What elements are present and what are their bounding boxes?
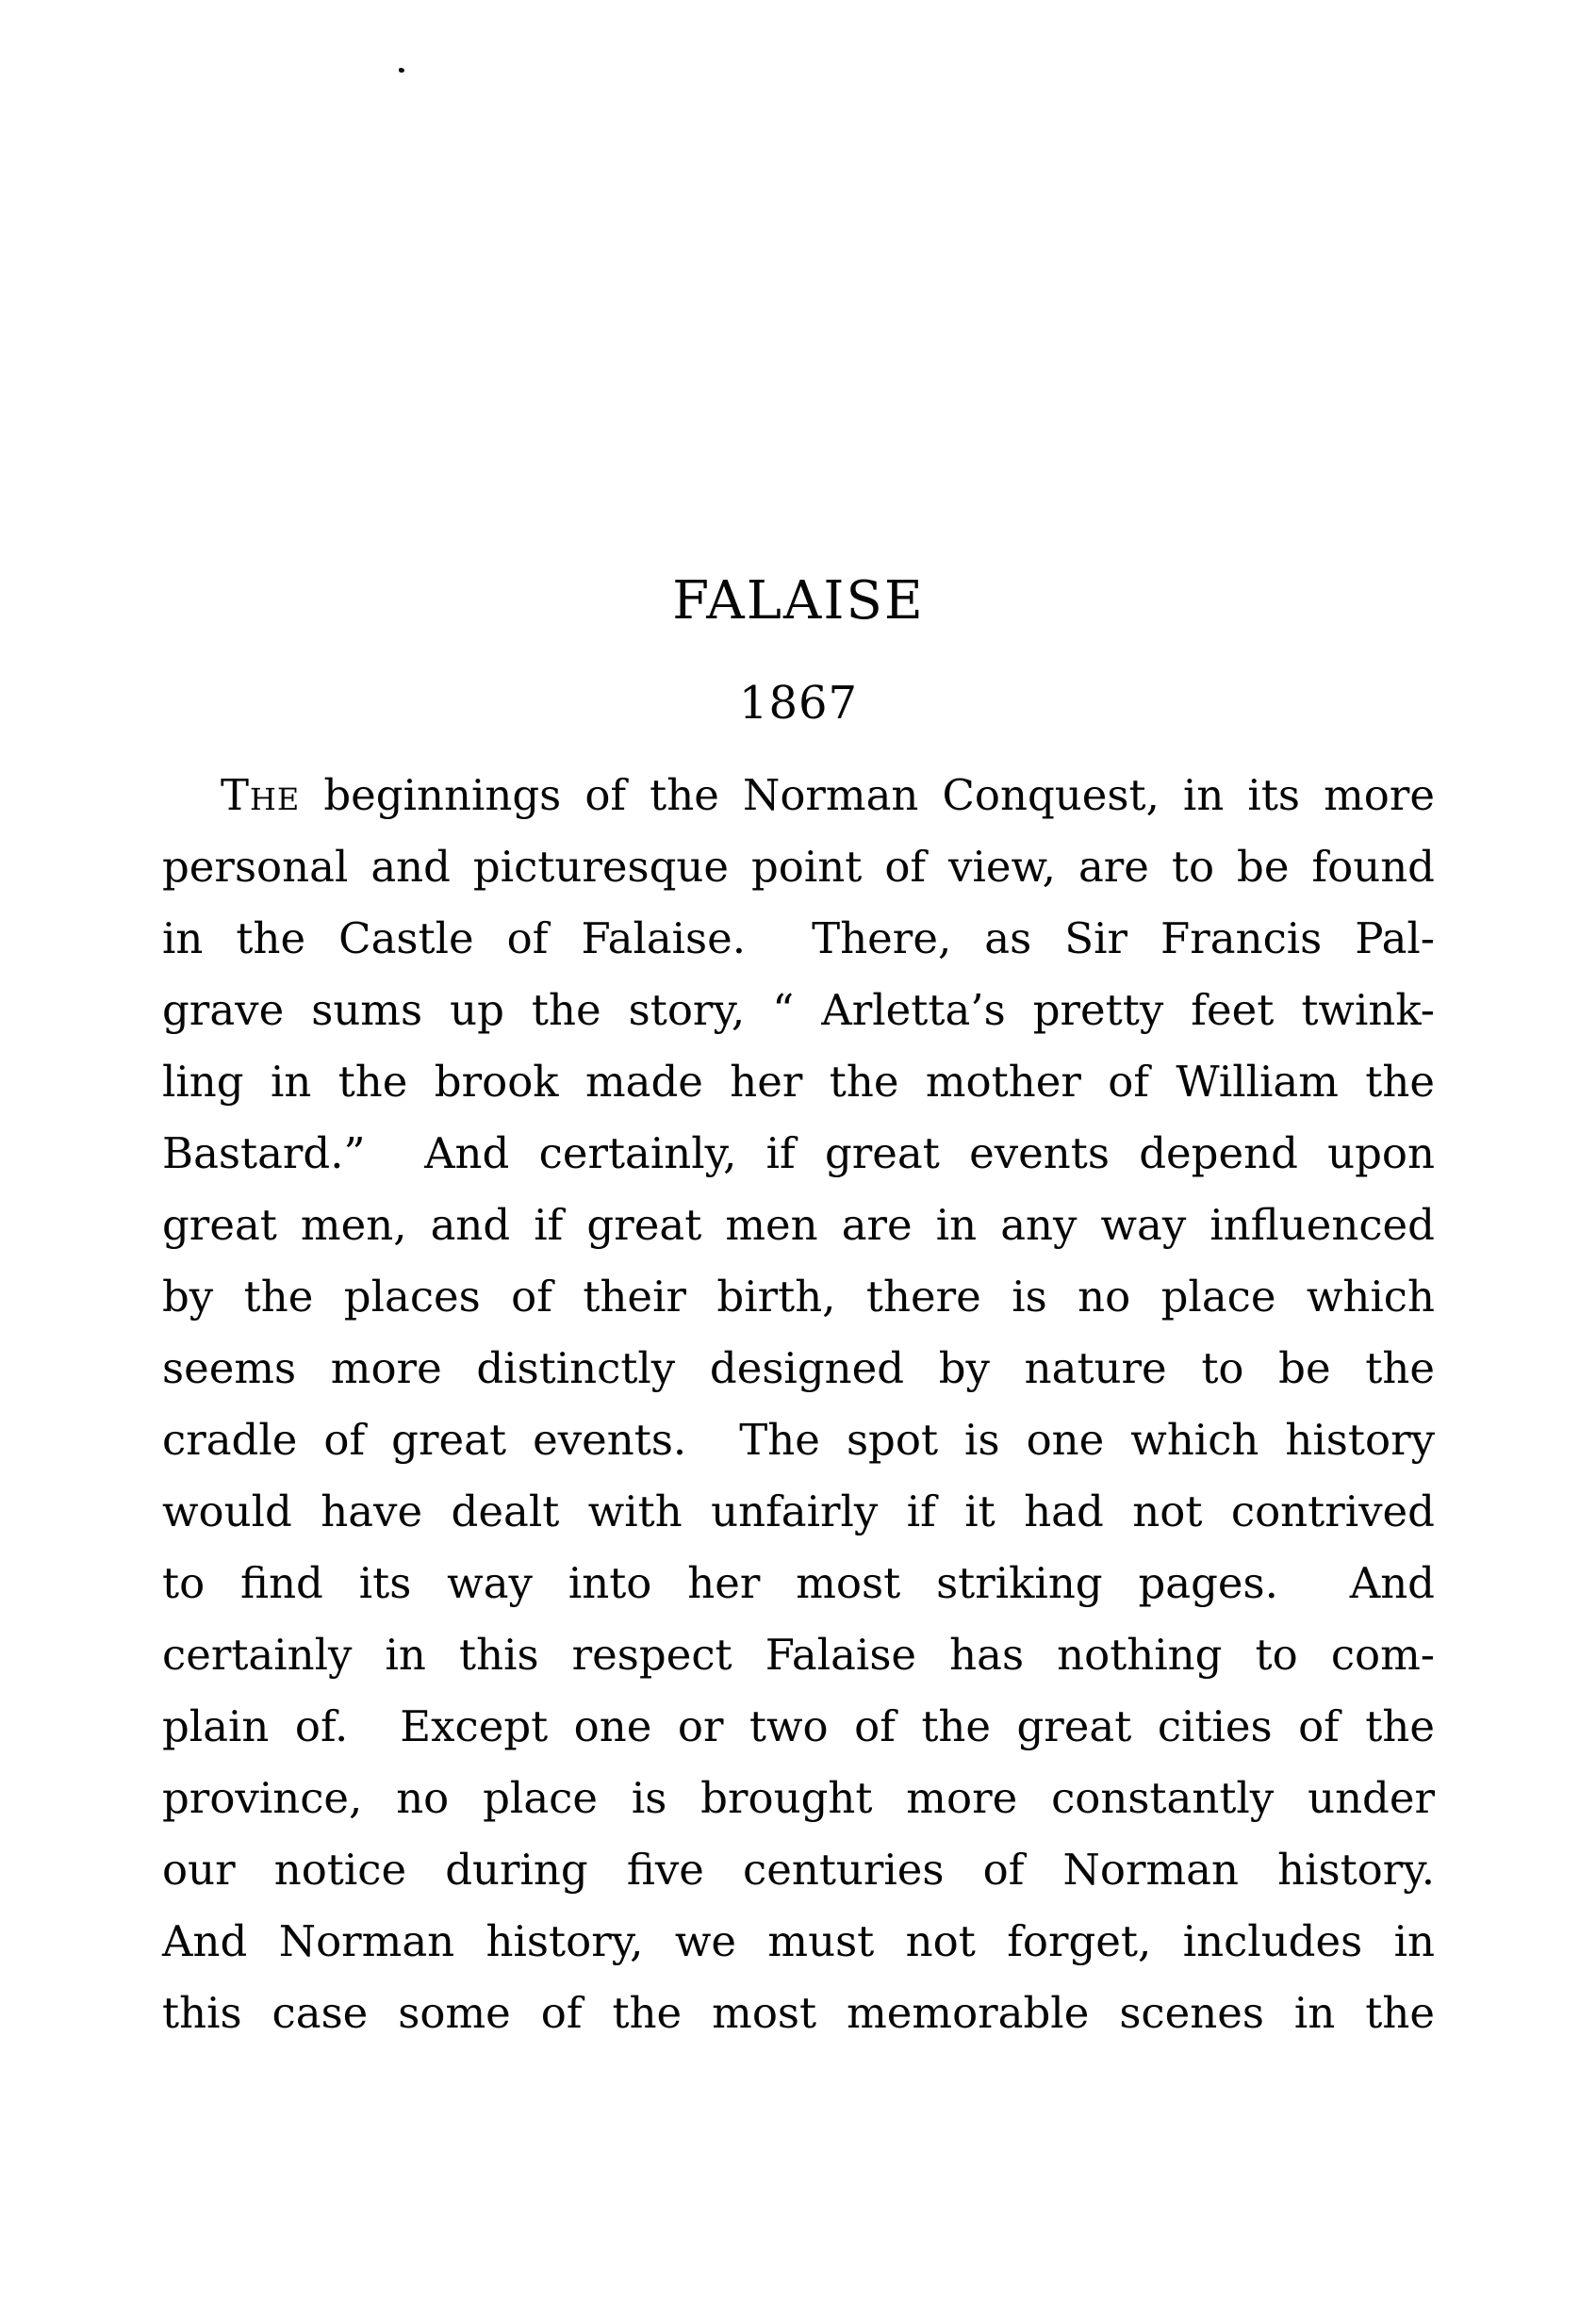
text-line-11: would have dealt with unfairly if it had not contrived <box>162 1486 1435 1536</box>
text-line-15: province, no place is brought more constantly under <box>162 1773 1435 1823</box>
text-line-1-rest: beginnings of the Norman Conquest, in its more <box>300 770 1435 820</box>
text-line-18: this case some of the most memorable scenes in the <box>162 1988 1435 2038</box>
text-line-6: Bastard.” And certainly, if great events depend upon <box>162 1128 1435 1178</box>
text-line-17: And Norman history, we must not forget, includes in <box>162 1916 1435 1966</box>
lead-word-smallcaps: The <box>221 770 301 820</box>
text-line-10: cradle of great events. The spot is one which history <box>162 1415 1435 1465</box>
text-line-8: by the places of their birth, there is no place which <box>162 1272 1435 1322</box>
text-line-12: to find its way into her most striking pages. And <box>162 1558 1435 1608</box>
text-line-1 <box>162 760 1435 831</box>
page-title: FALAISE <box>672 570 925 632</box>
body-paragraph <box>162 760 1435 2049</box>
text-line-13: certainly in this respect Falaise has nothing to com- <box>162 1630 1435 1680</box>
page-date: 1867 <box>738 677 859 730</box>
text-line-4: grave sums up the story, “ Arletta’s pretty feet twink- <box>162 985 1435 1035</box>
text-line-2: personal and picturesque point of view, are to be found <box>162 842 1435 892</box>
text-line-7: great men, and if great men are in any way influenced <box>162 1200 1435 1250</box>
text-line-3: in the Castle of Falaise. There, as Sir Francis Pal- <box>162 913 1435 963</box>
ink-speck <box>399 68 404 73</box>
text-line-16: our notice during five centuries of Norman history. <box>162 1845 1435 1895</box>
text-line-14: plain of. Except one or two of the great cities of the <box>162 1701 1435 1751</box>
text-line-9: seems more distinctly designed by nature to be the <box>162 1343 1435 1393</box>
text-line-5: ling in the brook made her the mother of William the <box>162 1057 1435 1107</box>
